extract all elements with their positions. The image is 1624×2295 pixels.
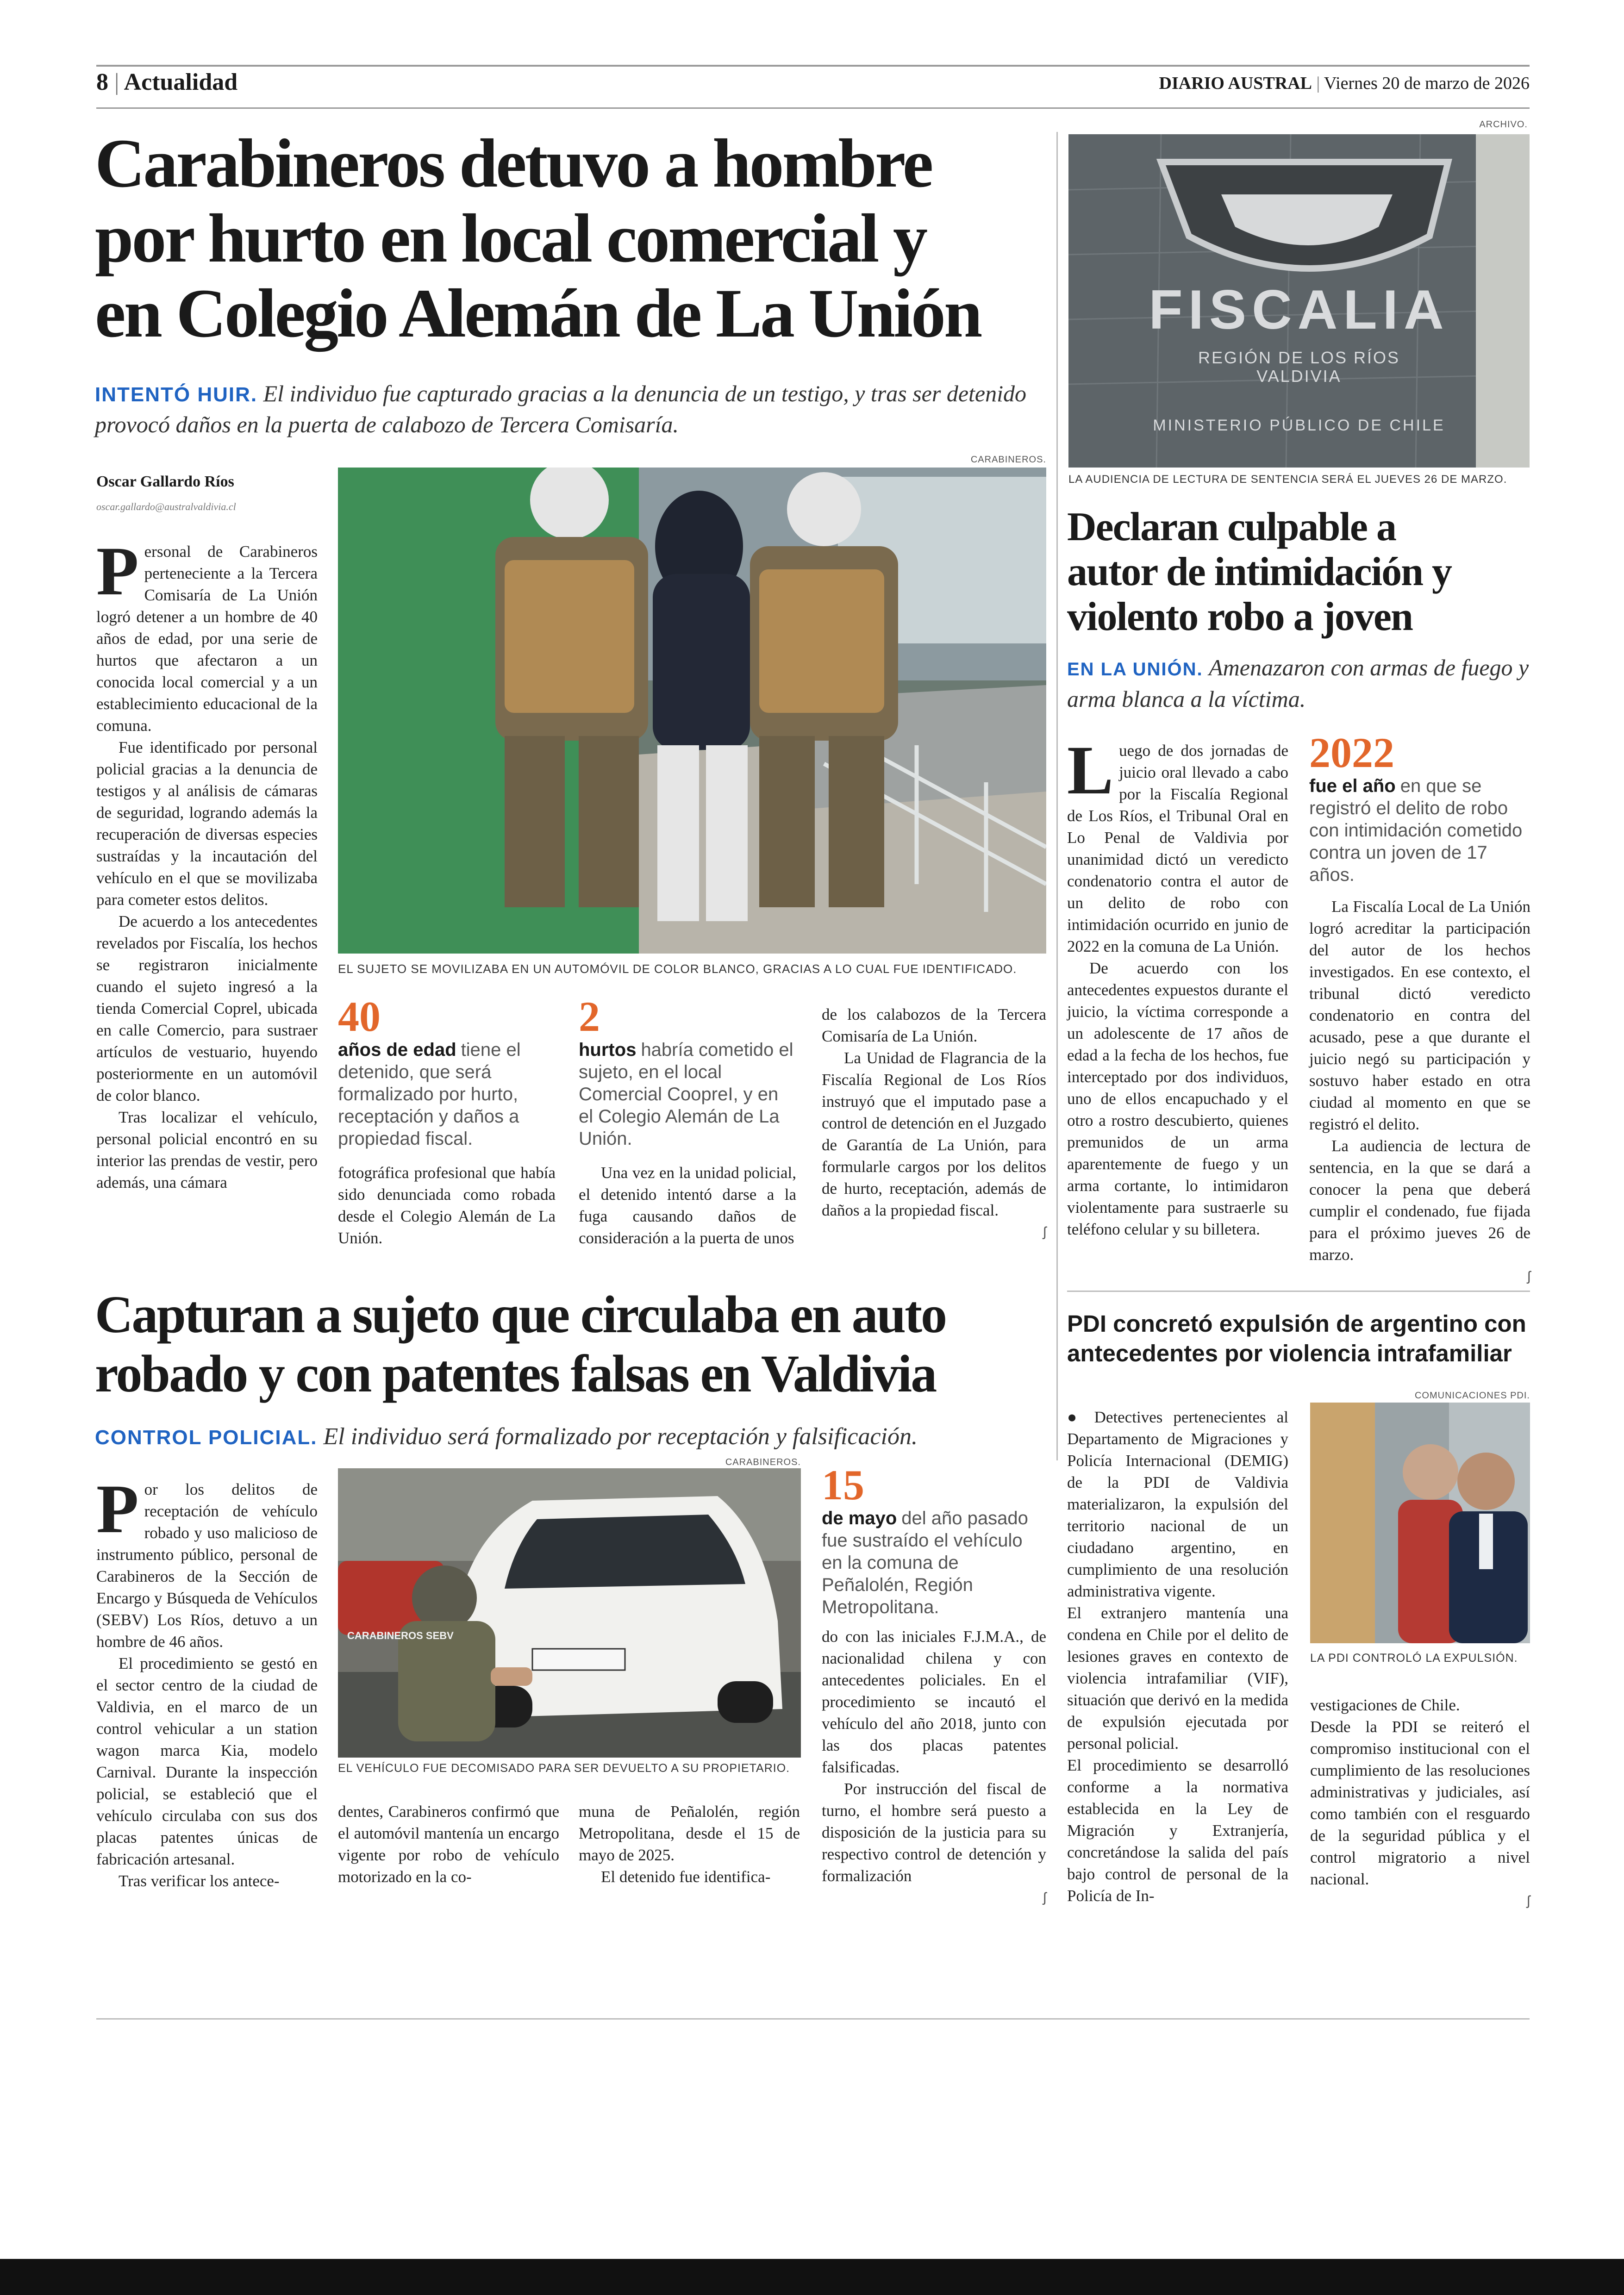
fact-number: 2022 (1309, 729, 1394, 776)
fact-text: en que se registró el delito de robo con intimidación cometido contra un joven de 17 años. (1309, 776, 1523, 885)
issue-date: Viernes 20 de marzo de 2026 (1324, 74, 1530, 93)
fact-box (579, 994, 796, 1150)
end-mark-icon: ʃ (1527, 1269, 1530, 1284)
paragraph: El procedimiento se gestó en el sector centro de la ciudad de Valdivia, en el marco de un control vehicular a un station wagon marca Kia, modelo Carnival. Durante la inspección policial, se estableció que el vehículo circulaba con sus dos placas patentes únicas de fabricación artesanal. (96, 1654, 318, 1868)
paragraph: Una vez en la unidad policial, el detenido intentó darse a la fuga causando daños de consideración a la puerta de unos (579, 1164, 796, 1247)
headline-line: PDI concretó expulsión de argentino con (1067, 1310, 1526, 1337)
page-number: 8 (96, 69, 108, 95)
fact-box (1309, 730, 1530, 886)
photo-caption: EL SUJETO SE MOVILIZABA EN UN AUTOMÓVIL DE COLOR BLANCO, GRACIAS A LO CUAL FUE IDENTIFICADO. (338, 962, 1017, 976)
article3-column (822, 1626, 1046, 1908)
fact-lead: hurtos (579, 1040, 637, 1060)
section-name: Actualidad (124, 69, 238, 95)
column-divider (1056, 132, 1058, 1460)
fact-number: 2 (579, 993, 600, 1040)
fact-text: habría cometido el sujeto, en el local Comercial CoopreI, y en el Colegio Alemán de La Unión. (579, 1040, 793, 1149)
article3-deck-text: El individuo será formalizado por receptación y falsificación. (323, 1423, 918, 1450)
paragraph: El procedimiento se desarrolló conforme a la normativa establecida en la Ley de Migración y Extranjería, concretándose la salida del país bajo control de personal de la Policía de In- (1067, 1756, 1288, 1905)
photo-caption: EL VEHÍCULO FUE DECOMISADO PARA SER DEVUELTO A SU PROPIETARIO. (338, 1762, 790, 1775)
paragraph: El detenido fue identifica- (601, 1868, 771, 1886)
article2-deck-text: Amenazaron con armas de fuego y arma blanca a la víctima. (1067, 655, 1529, 712)
section-label (96, 69, 652, 99)
headline-line: violento robo a joven (1067, 594, 1412, 639)
headline-line: autor de intimidación y (1067, 549, 1452, 594)
article3-column (338, 1801, 559, 1888)
article1-deck (95, 379, 1053, 439)
headline-line: Declaran culpable a (1067, 505, 1396, 549)
article3-deck (95, 1422, 1053, 1453)
paragraph: Tras localizar el vehículo, personal policial encontró en su interior las prendas de vestir, pero además, una cámara (96, 1108, 318, 1191)
paragraph: Por instrucción del fiscal de turno, el hombre será puesto a disposición de la justicia para su respectivo control de detención y formalización (822, 1780, 1046, 1885)
drop-cap: L (1067, 732, 1114, 809)
photo-credit: ARCHIVO. (1479, 119, 1528, 130)
paragraph: Tras verificar los antece- (119, 1872, 280, 1890)
end-mark-icon: ʃ (1527, 1893, 1530, 1908)
article1-email[interactable]: oscar.gallardo@australvaldivia.cl (96, 501, 236, 512)
photo-caption: LA AUDIENCIA DE LECTURA DE SENTENCIA SERÁ EL JUEVES 26 DE MARZO. (1068, 473, 1507, 486)
article4-column (1310, 1694, 1530, 1912)
headline-line: en Colegio Alemán de La Unión (95, 275, 981, 352)
bottom-rule (96, 2018, 1530, 2020)
end-mark-icon: ʃ (1043, 1224, 1046, 1240)
photo-sign-text: FISCALIA (1149, 279, 1449, 341)
article1-column (338, 1162, 556, 1249)
fact-box (338, 994, 556, 1150)
paragraph: de los calabozos de la Tercera Comisaría de La Unión. (822, 1005, 1046, 1045)
article1-column (822, 1004, 1046, 1243)
fact-number: 15 (822, 1461, 864, 1509)
header-rule (96, 107, 1530, 109)
masthead-divider: | (1316, 74, 1320, 93)
article2-column (1309, 896, 1530, 1287)
headline-line: Capturan a sujeto que circulaba en auto (95, 1285, 946, 1344)
photo-credit: CARABINEROS. (725, 1457, 801, 1467)
drop-cap: P (96, 1471, 139, 1547)
article4-headline (1067, 1309, 1530, 1368)
end-mark-icon: ʃ (1043, 1890, 1046, 1905)
bullet-icon: ● (1067, 1408, 1094, 1426)
photo-sign-text: VALDIVIA (1256, 367, 1342, 386)
article2-column (1067, 732, 1288, 1240)
photo-arrest (338, 468, 1046, 954)
headline-line: por hurto en local comercial y (95, 200, 926, 277)
paragraph: uego de dos jornadas de juicio oral llevado a cabo por la Fiscalía Regional de Los Ríos, el Tribunal Oral en Lo Penal de Valdivia por unanimidad dictó un veredicto condenatorio contra el autor de un delito de robo con intimidación ocurrido en junio de 2022 en la comuna de La Unión. (1067, 742, 1288, 955)
paragraph: Detectives pertenecientes al Departamento de Migraciones y Policía Internacional (DEMIG) de la PDI de Valdivia materializaron, la expulsión del territorio nacional de un ciudadano argentino, en cumplimiento de una resolución administrativa vigente. (1067, 1408, 1289, 1600)
paragraph: De acuerdo a los antecedentes revelados por Fiscalía, los hechos se registraron inicialmente cuando el sujeto ingresó a la tienda Comercial Coprel, ubicada en calle Comercio, para sustraer artículos de vestuario, huyendo posteriormente en un automóvil de color blanco. (96, 912, 318, 1104)
paragraph: ersonal de Carabineros perteneciente a la Tercera Comisaría de La Unión logró detener a un hombre de 40 años de edad, por una serie de hurtos que afectaron a un conocida local comercial y a un establecimiento educacional de la comuna. (96, 543, 318, 735)
paragraph: El extranjero mantenía una condena en Chile por el delito de lesiones graves en contexto de violencia intrafamiliar (VIF), situación que derivó en la medida de expulsión ejecutada por personal policial. (1067, 1604, 1288, 1752)
paragraph: Desde la PDI se reiteró el compromiso institucional con el cumplimiento de las resoluciones administrativas y judiciales, así como también con el resguardo de la seguridad pública y el control migratorio a nivel nacional. (1310, 1718, 1530, 1888)
article2-headline (1067, 505, 1530, 639)
paragraph: vestigaciones de Chile. (1310, 1696, 1460, 1714)
drop-cap: P (96, 533, 139, 610)
paragraph: fotográfica profesional que había sido denunciada como robada desde el Colegio Alemán de La Unión. (338, 1164, 556, 1247)
paragraph: dentes, Carabineros confirmó que el automóvil mantenía un encargo vigente por robo de vehículo motorizado en la co- (338, 1802, 559, 1886)
photo-credit: COMUNICACIONES PDI. (1414, 1391, 1530, 1401)
photo-pdi (1310, 1403, 1530, 1643)
photo-sign-text: REGIÓN DE LOS RÍOS (1198, 348, 1400, 367)
photo-vest-text: CARABINEROS SEBV (347, 1630, 454, 1641)
photo-caption: LA PDI CONTROLÓ LA EXPULSIÓN. (1310, 1652, 1518, 1665)
paragraph: La Unidad de Flagrancia de la Fiscalía Regional de Los Ríos instruyó que el imputado pase a control de detención en el Juzgado de Garantía de La Unión, para formularle cargos por los delitos de hurto, receptación, además de daños a la propiedad fiscal. (822, 1049, 1046, 1219)
article1-deck-text: El individuo fue capturado gracias a la denuncia de un testigo, y tras ser detenido provocó daños en la puerta de calabozo de Tercera Comisaría. (95, 380, 1026, 437)
article2-kicker: EN LA UNIÓN. (1067, 659, 1203, 680)
paragraph: De acuerdo con los antecedentes expuestos durante el juicio, la víctima corresponde a un adolescente de 17 años de edad a la fecha de los hechos, fue interceptado por dos individuos, uno de ellos encapuchado y el otro a rostro descubierto, quienes premunidos de un arma aparentemente de fuego y un arma cortante, lo intimidaron violentamente para sustraerle su teléfono celular y su billetera. (1067, 959, 1288, 1238)
fact-text: tiene el detenido, que será formalizado por hurto, receptación y daños a propiedad fiscal. (338, 1040, 521, 1149)
paragraph: La Fiscalía Local de La Unión logró acreditar la participación del autor de los hechos investigados. En ese contexto, el tribunal dictó veredicto condenatorio en contra del acusado, pese a que durante el juicio negó su participación y sostuvo haber estado en otra ciudad al momento en que se registró el delito. (1309, 898, 1530, 1133)
paragraph: Fue identificado por personal policial gracias a la denuncia de testigos y al análisis de cámaras de seguridad, logrando además la recuperación de diversas especies sustraídas y la incautación del vehículo en el que se movilizaba para cometer estos delitos. (96, 738, 318, 909)
masthead-info (1018, 73, 1530, 96)
fact-number: 40 (338, 993, 381, 1040)
article3-column (96, 1471, 318, 1892)
article3-kicker: CONTROL POLICIAL. (95, 1426, 318, 1449)
article2-deck (1067, 653, 1530, 714)
paragraph: do con las iniciales F.J.M.A., de nacionalidad chilena y con antecedentes policiales. En el procedimiento se incautó el vehículo del año 2018, junto con las dos placas patentes falsificadas. (822, 1628, 1046, 1776)
footer-bar (0, 2259, 1624, 2295)
section-divider: | (114, 69, 119, 95)
paper-name: DIARIO AUSTRAL (1159, 74, 1312, 93)
paragraph: or los delitos de receptación de vehículo robado y uso malicioso de instrumento público, personal de Carabineros de la Sección de Encargo y Búsqueda de Vehículos (SEBV) Los Ríos, detuvo a un hombre de 46 años. (96, 1480, 318, 1651)
section-rule (1067, 1291, 1530, 1292)
article1-column (579, 1162, 796, 1249)
article3-column (579, 1801, 800, 1888)
fact-lead: fue el año (1309, 776, 1396, 796)
paragraph: muna de Peñalolén, región Metropolitana, desde el 15 de mayo de 2025. (579, 1802, 800, 1864)
article4-column (1067, 1406, 1288, 1907)
photo-vehicle (338, 1468, 801, 1758)
headline-line: antecedentes por violencia intrafamiliar (1067, 1340, 1512, 1366)
article1-kicker: INTENTÓ HUIR. (95, 383, 258, 406)
top-rule (96, 65, 1530, 67)
article3-headline (95, 1285, 1053, 1403)
headline-line: robado y con patentes falsas en Valdivia (95, 1344, 936, 1403)
fact-box (822, 1463, 1046, 1618)
photo-sign-text: MINISTERIO PÚBLICO DE CHILE (1153, 417, 1445, 434)
article1-author: Oscar Gallardo Ríos (96, 473, 234, 490)
article1-headline (95, 126, 1053, 351)
fact-text: del año pasado fue sustraído el vehículo en la comuna de Peñalolén, Región Metropolitana. (822, 1508, 1028, 1617)
photo-credit: CARABINEROS. (970, 455, 1046, 465)
headline-line: Carabineros detuvo a hombre (95, 125, 932, 202)
article1-column (96, 533, 318, 1193)
fact-lead: años de edad (338, 1040, 456, 1060)
fact-lead: de mayo (822, 1508, 897, 1528)
paragraph: La audiencia de lectura de sentencia, en la que se dará a conocer la pena que deberá cumplir el condenado, fue fijada para el próximo jueves 26 de marzo. (1309, 1137, 1530, 1264)
